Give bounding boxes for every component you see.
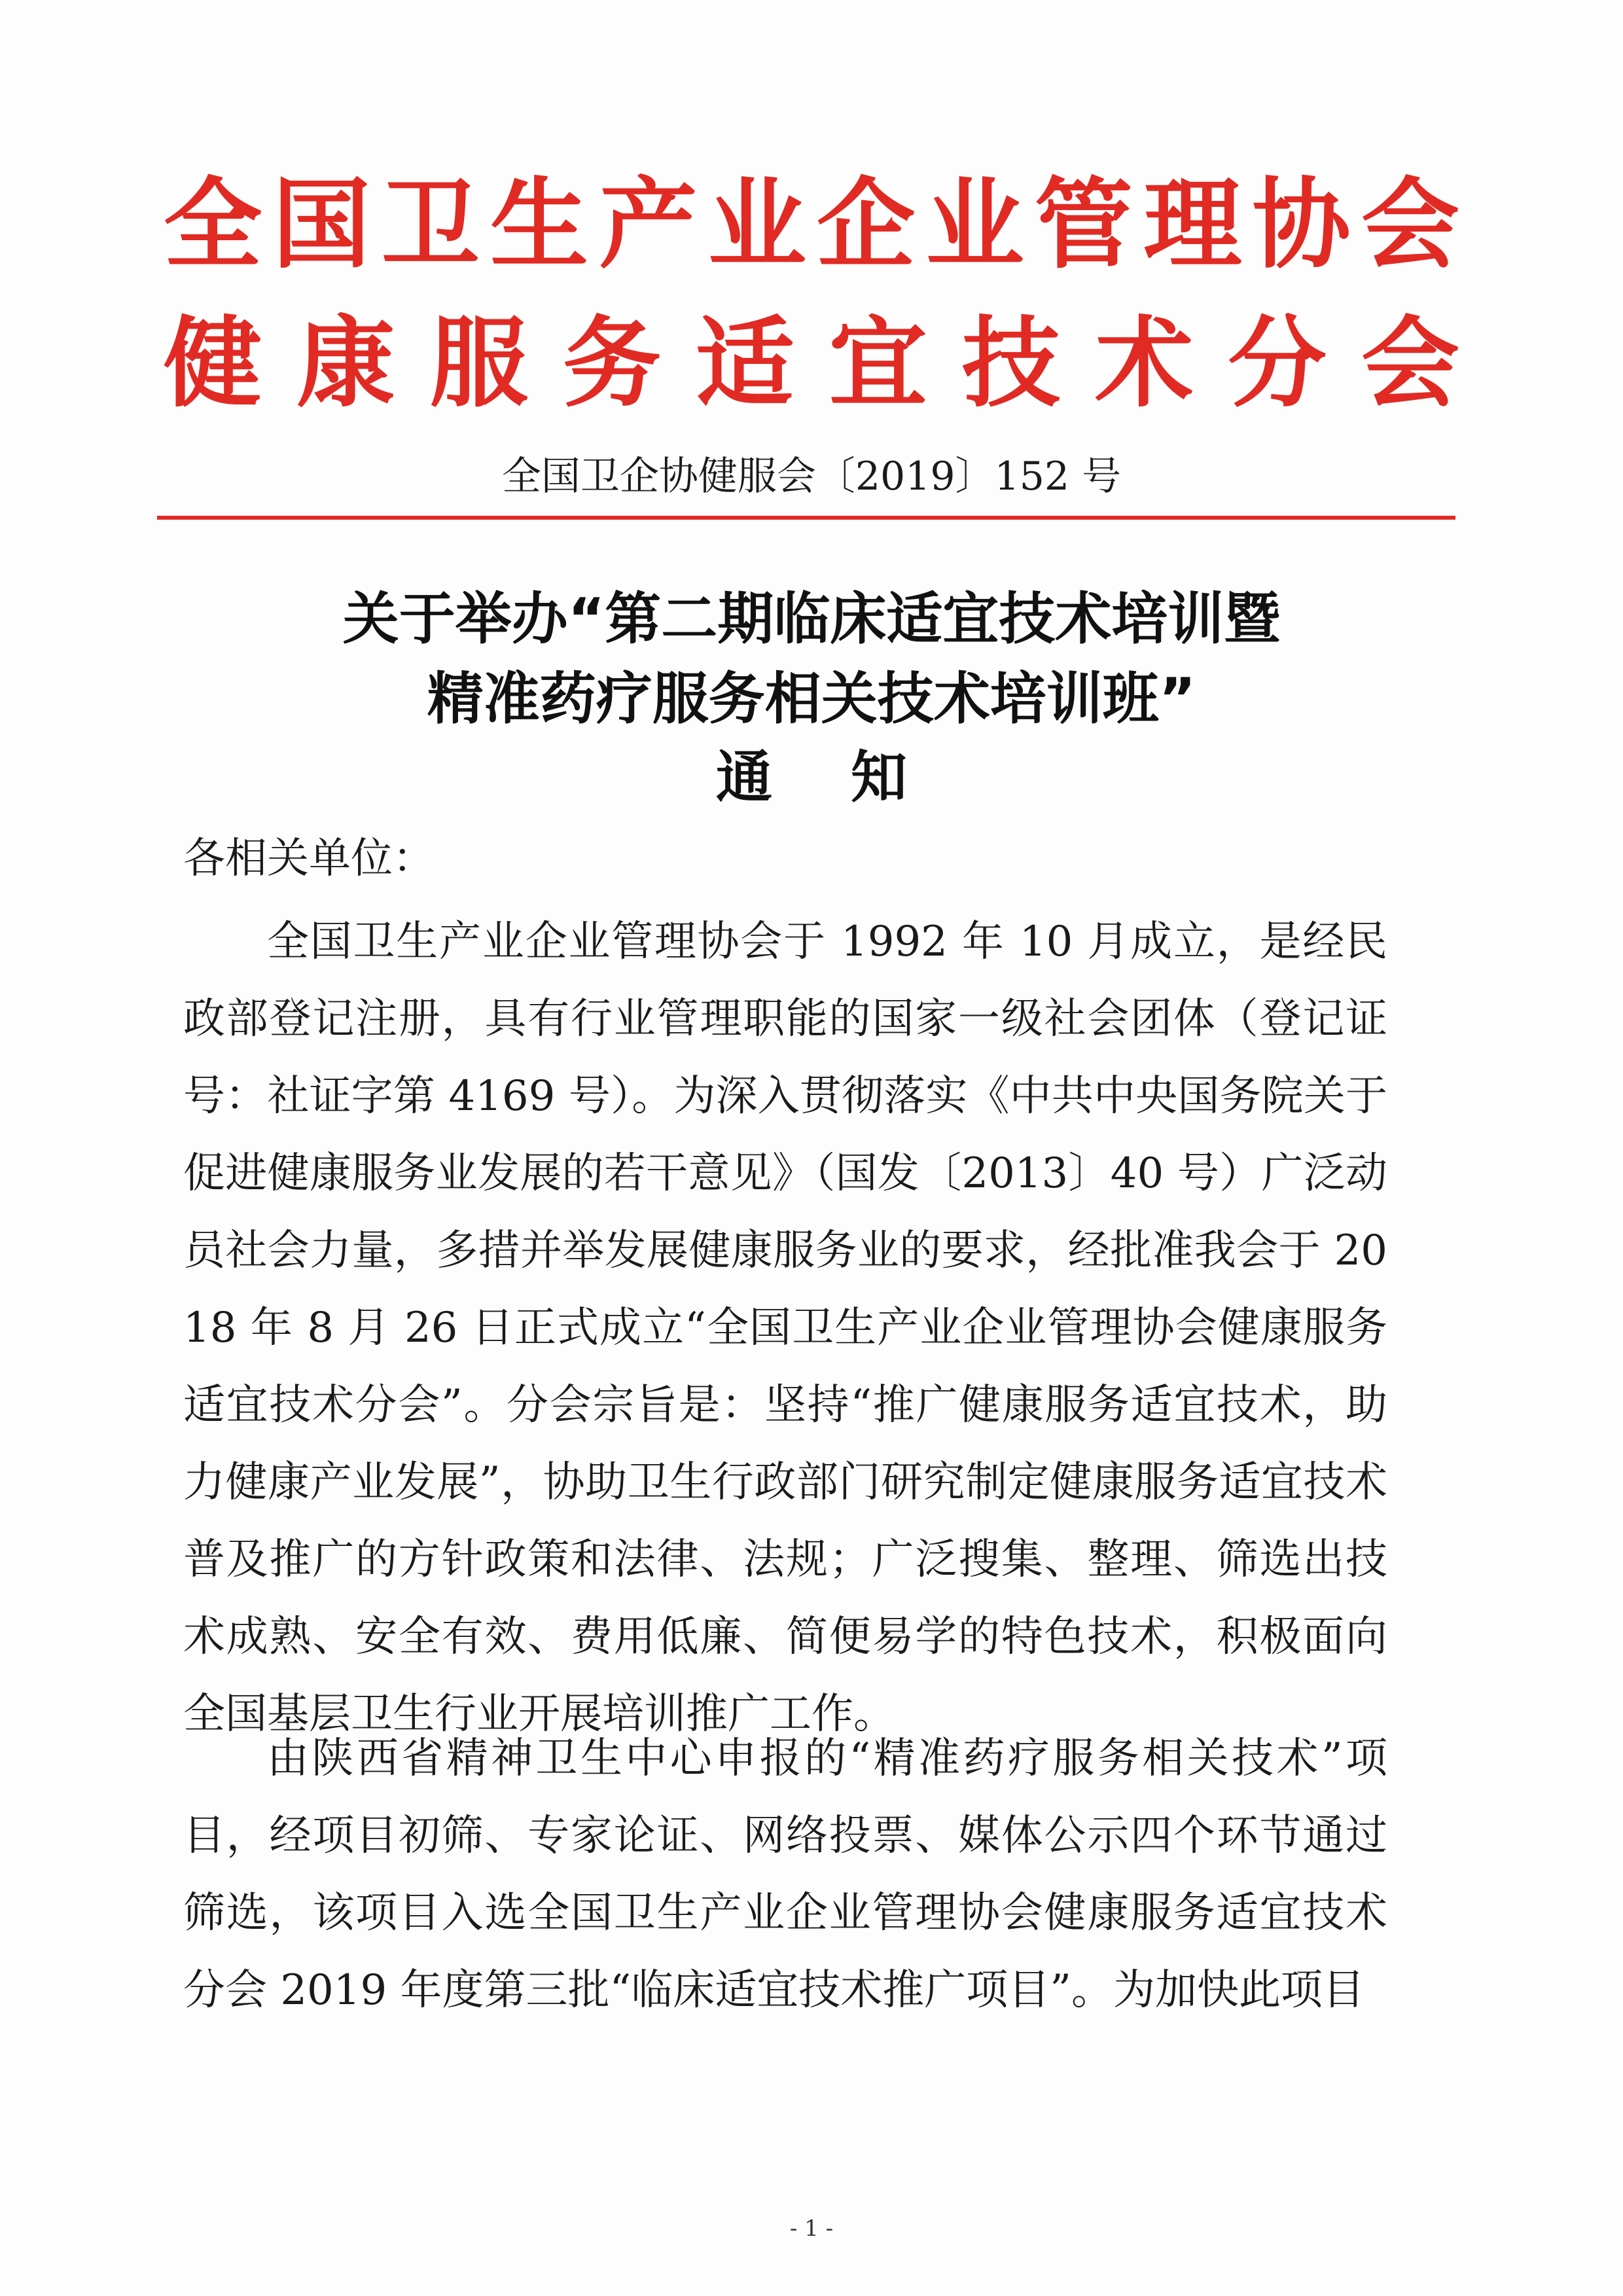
page-number: - 1 - bbox=[789, 2215, 834, 2242]
letterhead-org-name-line-2: 健康服务适宜技术分会 bbox=[164, 306, 1459, 421]
letterhead-org-name-line-1: 全国卫生产业企业管理协会 bbox=[164, 167, 1459, 282]
letterhead-red-divider bbox=[157, 516, 1455, 520]
body-paragraph-2: 由陕西省精神卫生中心申报的“精准药疗服务相关技术”项目，经项目初筛、专家论证、网络投票、媒体公示四个环节通过筛选，该项目入选全国卫生产业企业管理协会健康服务适宜技术分会 2019 年度第三批“临床适宜技术推广项目”。为加快此项目 bbox=[183, 1734, 1387, 2015]
notice-title-line-3: 通知 bbox=[716, 745, 986, 810]
notice-title-line-2: 精准药疗服务相关技术培训班” bbox=[427, 666, 1196, 732]
document-number: 全国卫企协健服会〔2019〕152 号 bbox=[501, 454, 1122, 499]
body-paragraph-1: 全国卫生产业企业管理协会于 1992 年 10 月成立，是经民政部登记注册，具有行业管理职能的国家一级社会团体（登记证号：社证字第 4169 号）。为深入贯彻落实《中共中央国务院关于促进健康服务业发展的若干意见》（国发〔2013〕40 号）广泛动员社会力量，多措并举发展健康服务业的要求，经批准我会于 2018 年 8 月 26 日正式成立“全国卫生产业企业管理协会健康服务适宜技术分会”。分会宗旨是：坚持“推广健康服务适宜技术，助力健康产业发展”，协助卫生行政部门研究制定健康服务适宜技术普及推广的方针政策和法律、法规；广泛搜集、整理、筛选出技术成熟、安全有效、费用低廉、简便易学的特色技术，积极面向全国基层卫生行业开展培训推广工作。 bbox=[183, 918, 1387, 1738]
salutation: 各相关单位： bbox=[183, 834, 435, 883]
notice-title-line-1: 关于举办“第二期临床适宜技术培训暨 bbox=[342, 586, 1281, 652]
